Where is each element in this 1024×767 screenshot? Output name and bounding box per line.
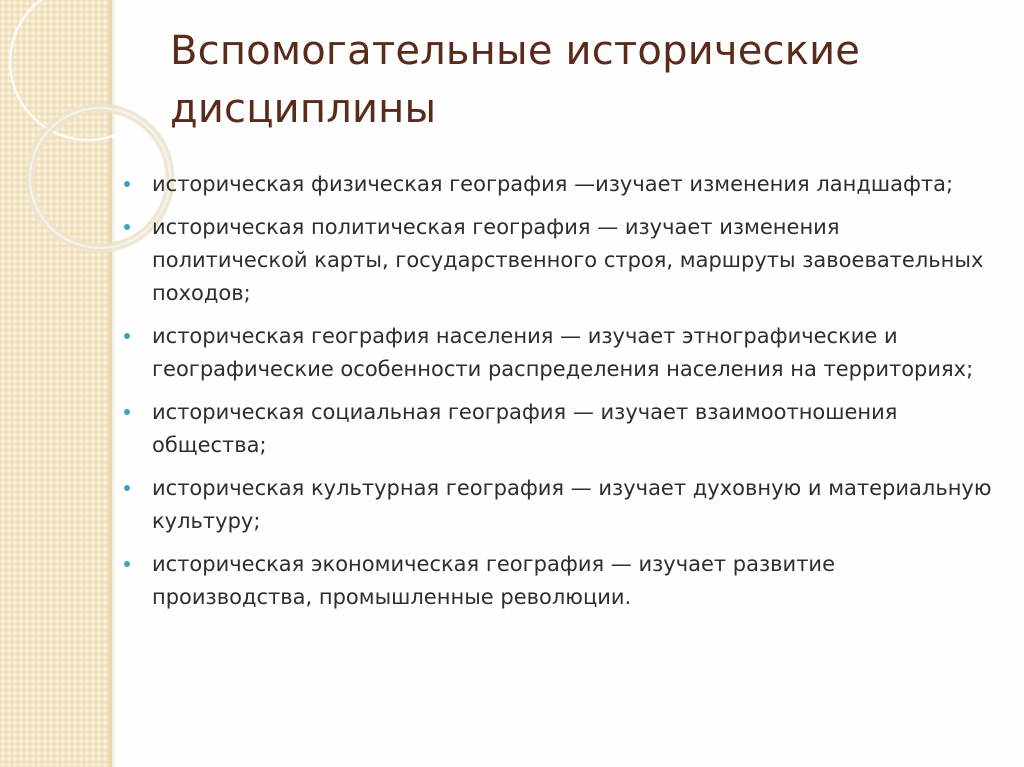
bullet-dot-icon — [124, 409, 130, 415]
list-item — [120, 168, 1000, 201]
bullet-dot-icon — [124, 485, 130, 491]
bullet-dot-icon — [124, 224, 130, 230]
list-item — [120, 396, 1000, 462]
bullet-dot-icon — [124, 181, 130, 187]
bullet-text: историческая физическая география —изучает изменения ландшафта; — [152, 172, 954, 196]
slide-content — [120, 168, 1000, 624]
list-item — [120, 548, 1000, 614]
list-item — [120, 320, 1000, 386]
bullet-text: историческая политическая география — изучает изменения политической карты, государственного строя, маршруты завоевательных походов; — [152, 215, 984, 305]
bullet-text: историческая экономическая география — изучает развитие производства, промышленные революции. — [152, 552, 836, 609]
list-item — [120, 211, 1000, 310]
bullet-list — [120, 168, 1000, 614]
bullet-text: историческая социальная география — изучает взаимоотношения общества; — [152, 400, 898, 457]
slide-title: Вспомогательные исторические дисциплины — [170, 28, 861, 132]
bullet-text: историческая география населения — изучает этнографические и географические особенности распределения населения на территориях; — [152, 324, 974, 381]
bullet-text: историческая культурная география — изучает духовную и материальную культуру; — [152, 476, 992, 533]
list-item — [120, 472, 1000, 538]
bullet-dot-icon — [124, 333, 130, 339]
bullet-dot-icon — [124, 561, 130, 567]
